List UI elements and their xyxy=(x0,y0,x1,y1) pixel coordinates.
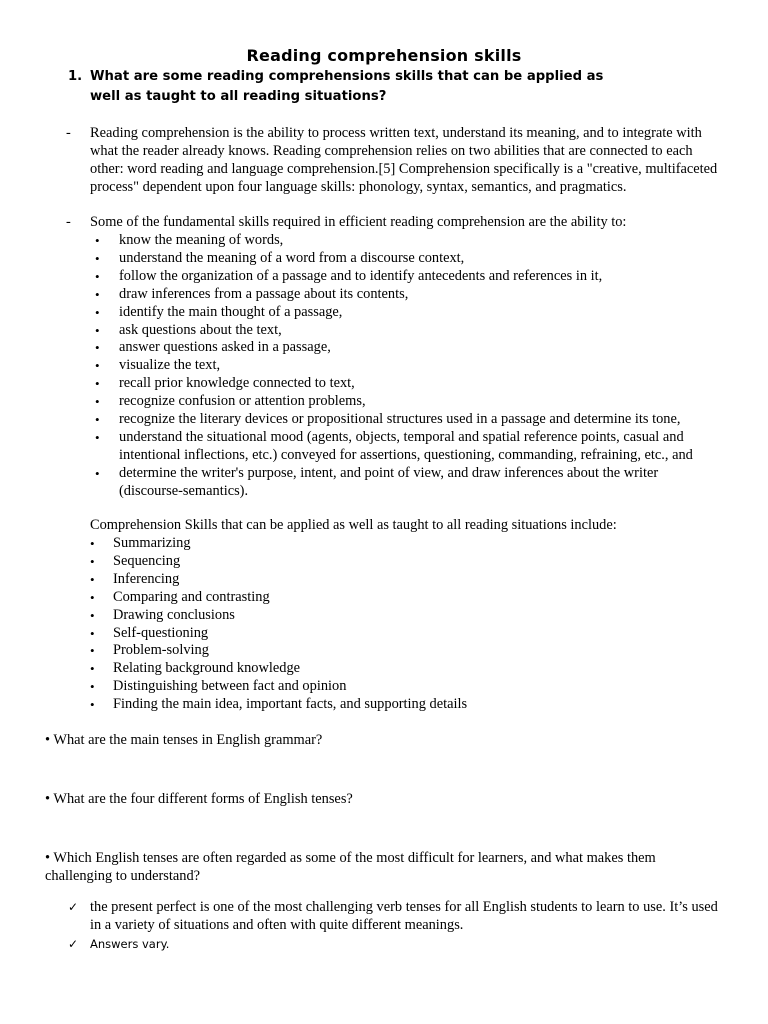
checkmark-icon: ✓ xyxy=(68,900,79,914)
list-item: • draw inferences from a passage about its contents, xyxy=(95,285,409,302)
bullet-icon: • xyxy=(95,233,100,248)
bullet-icon: • xyxy=(95,268,100,284)
list-item: • Problem-solving xyxy=(90,642,209,659)
bullet-icon: • xyxy=(95,429,100,445)
list-item: • visualize the text, xyxy=(95,357,221,374)
list-item: • know the meaning of words, xyxy=(95,232,284,248)
bullet-icon: • xyxy=(95,286,100,302)
bullet-icon: • xyxy=(95,340,100,356)
checkmark-icon: ✓ xyxy=(68,936,79,951)
list-item: • Inferencing xyxy=(90,570,180,587)
list-item: ✓ the present perfect is one of the most challenging verb tenses for all English students to learn to use. It’s used in a variety of situations and often with quite different meanings. xyxy=(68,899,718,933)
question-1 xyxy=(68,67,628,107)
bullet-icon: • xyxy=(95,358,100,374)
comprehension-skills-list xyxy=(90,535,720,714)
question-four-forms: • What are the four different forms of English tenses? xyxy=(45,791,353,807)
bullet-icon: • xyxy=(90,697,95,713)
list-item: • Finding the main idea, important facts, and supporting details xyxy=(90,696,468,713)
list-item: • Distinguishing between fact and opinion xyxy=(90,678,347,695)
bullet-icon: • xyxy=(90,536,95,551)
list-item: • identify the main thought of a passage, xyxy=(95,303,343,320)
list-item: • answer questions asked in a passage, xyxy=(95,339,331,356)
question-1-text: What are some reading comprehensions skills that can be applied as well as taught to all reading situations? xyxy=(90,69,604,104)
list-item: • Summarizing xyxy=(90,535,191,551)
bullet-icon: • xyxy=(95,304,100,320)
list-item: • recognize confusion or attention problems, xyxy=(95,393,366,410)
bullet-icon: • xyxy=(90,607,95,623)
list-item: ✓ Answers vary. xyxy=(68,936,170,951)
bullet-icon: • xyxy=(95,412,100,428)
list-item: • recall prior knowledge connected to text, xyxy=(95,375,355,392)
paragraph-fundamental-intro-text: Some of the fundamental skills required in efficient reading comprehension are the ability to: xyxy=(90,214,627,230)
list-item: • determine the writer's purpose, intent, and point of view, and draw inferences about the writer (discourse-semantics). xyxy=(95,464,659,499)
list-item: • Comparing and contrasting xyxy=(90,588,270,605)
list-item: • understand the situational mood (agents, objects, temporal and spatial reference points, casual and intentional inflections, etc.) conveyed for assertions, questioning, commanding, refraining, etc., and xyxy=(95,428,693,463)
question-1-number: 1. xyxy=(68,69,83,84)
bullet-icon: • xyxy=(95,394,100,410)
question-main-tenses: • What are the main tenses in English grammar? xyxy=(45,732,323,748)
list-item: • Relating background knowledge xyxy=(90,660,301,677)
paragraph-definition xyxy=(66,125,726,197)
bullet-icon: • xyxy=(90,589,95,605)
paragraph-fundamental-intro xyxy=(66,214,726,232)
paragraph-definition-text: Reading comprehension is the ability to process written text, understand its meaning, and to integrate with what the reader already knows. Reading comprehension relies on two abilities that are connected to each other: word reading and language comprehension.[5] Comprehension specifically is a "creative, multifaceted process" dependent upon four language skills: phonology, syntax, semantics, and pragmatics. xyxy=(90,125,718,195)
bullet-icon: • xyxy=(95,376,100,392)
answers-list xyxy=(68,899,728,953)
list-item: • follow the organization of a passage and to identify antecedents and references in it, xyxy=(95,267,603,284)
comprehension-intro: Comprehension Skills that can be applied as well as taught to all reading situations include: xyxy=(90,517,617,533)
list-item: • ask questions about the text, xyxy=(95,321,282,338)
bullet-icon: • xyxy=(90,625,95,641)
fundamental-skills-list xyxy=(95,232,725,501)
list-item: • Drawing conclusions xyxy=(90,606,235,623)
list-item: • Sequencing xyxy=(90,552,181,569)
document-title: Reading comprehension skills xyxy=(246,46,522,65)
list-item: • Self-questioning xyxy=(90,624,209,641)
dash-marker: - xyxy=(66,125,71,141)
bullet-icon: • xyxy=(95,250,100,266)
list-item: • understand the meaning of a word from a discourse context, xyxy=(95,249,465,266)
list-item: • recognize the literary devices or propositional structures used in a passage and determine its tone, xyxy=(95,411,681,428)
bullet-icon: • xyxy=(90,571,95,587)
bullet-icon: • xyxy=(95,322,100,338)
bullet-icon: • xyxy=(90,553,95,569)
bullet-icon: • xyxy=(90,679,95,695)
question-difficult-tenses: • Which English tenses are often regarded as some of the most difficult for learners, and what makes them challenging to understand? xyxy=(45,850,656,884)
bullet-icon: • xyxy=(95,465,100,481)
dash-marker: - xyxy=(66,214,71,230)
bullet-icon: • xyxy=(90,661,95,677)
bullet-icon: • xyxy=(90,643,95,659)
